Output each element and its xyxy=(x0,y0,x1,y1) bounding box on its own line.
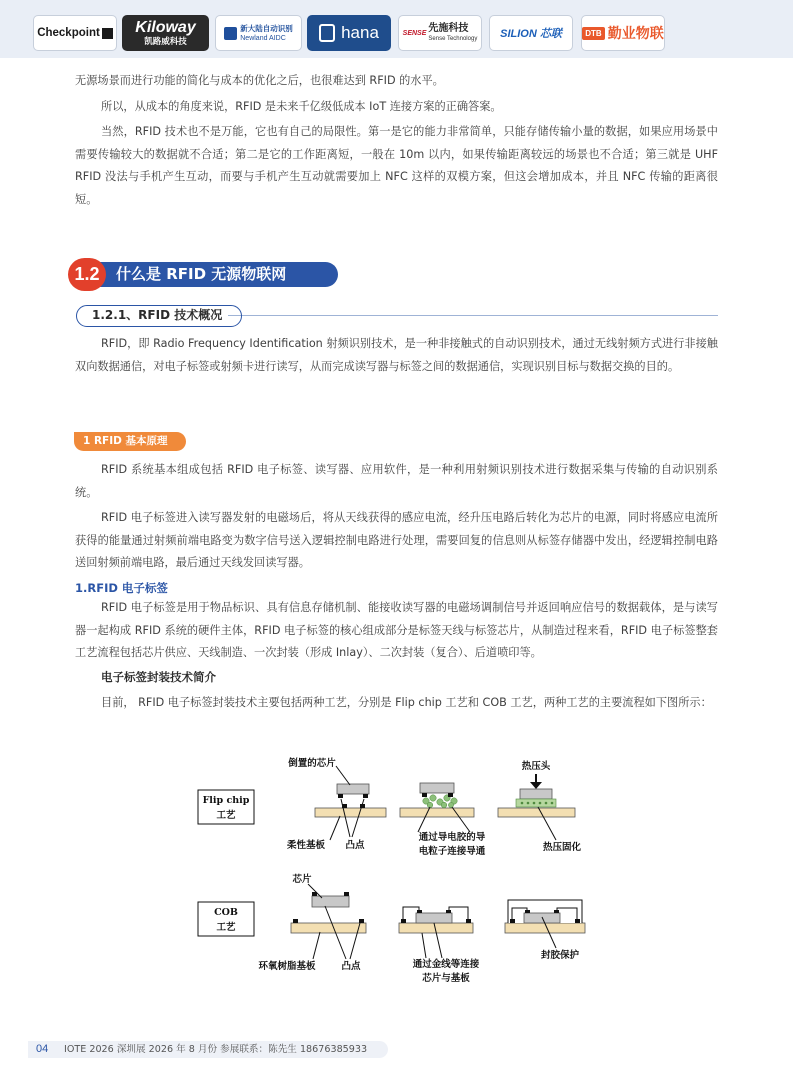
section-title: 什么是 RFID 无源物联网 xyxy=(90,262,338,287)
subsection-title: 1.2.1、RFID 技术概况 xyxy=(76,305,242,327)
section-number: 1.2 xyxy=(68,258,106,291)
cob-chip-step2 xyxy=(416,913,452,923)
hot-press-arrow xyxy=(530,782,542,789)
packaging-process-diagram xyxy=(190,752,610,990)
flexible-substrate-3 xyxy=(498,808,575,817)
paragraph-packaging: 目前， RFID 电子标签封装技术主要包括两种工艺，分别是 Flip chip 工艺和 COB 工艺，两种工艺的主要流程如下图所示： xyxy=(101,696,712,709)
chip-step2 xyxy=(420,783,454,793)
logo-checkpoint: Checkpoint xyxy=(33,15,117,51)
footer xyxy=(28,1041,388,1058)
label-encapsulation: 封胶保护 xyxy=(540,950,580,961)
label-gold-wire-1: 通过金线等连接 xyxy=(412,959,480,970)
flexible-substrate-2 xyxy=(400,808,474,817)
cob-label-1: COB xyxy=(214,907,238,918)
logo-silion: SILION 芯联 xyxy=(489,15,573,51)
label-bump-1: 凸点 xyxy=(345,840,365,851)
paragraph-rfid-tag: RFID 电子标签是用于物品标识、具有信息存储机制、能接收读写器的电磁场调制信号并返回响应信号的数据载体，是与读写器一起构成 RFID 系统的硬件主体，RFID 电子标签的核心组成部分是标签天线与标签芯片，从制造过程来看，RFID 电子标签整套工艺流程包括芯片供应、天线制造、一次封装（形成 Inlay）、二次封装（复合）、后道喷印等。 xyxy=(75,601,718,660)
label-cob-chip: 芯片 xyxy=(292,874,312,885)
logo-sense: SENSE 先施科技 Sense Technology xyxy=(398,15,482,51)
label-inverted-chip: 倒置的芯片 xyxy=(288,758,336,769)
label-hot-head: 热压头 xyxy=(521,761,551,772)
chip-bump-1 xyxy=(338,794,343,798)
logo-bar xyxy=(0,0,793,58)
label-cure: 热压固化 xyxy=(542,842,582,853)
footer-text: IOTE 2026 深圳展 2026 年 8 月份 参展联系：陈先生 18676385933 xyxy=(64,1044,368,1055)
heading-rfid-tag: 1.RFID 电子标签 xyxy=(75,581,168,595)
page-number: 04 xyxy=(36,1043,49,1055)
label-conductive-1: 通过导电胶的导 xyxy=(418,832,486,843)
flexible-substrate-1 xyxy=(315,808,386,817)
label-flexible-substrate: 柔性基板 xyxy=(286,840,326,851)
paragraph-limitations: 当然，RFID 技术也不是万能，它也有自己的局限性。第一是它的能力非常简单，只能存储传输小量的数据，如果应用场景中需要传输较大的数据就不合适；第二是它的工作距离短，一般在 10m 以内，如果传输距离较远的场景也不合适；第三就是 UHF RFID 没法与手机产生互动，而要与手机产生互动就需要加上 NFC 这样的双模方案，但这会增加成本，并且 NFC 传输的距离很短。 xyxy=(75,125,718,206)
cob-chip xyxy=(312,896,349,907)
inverted-chip xyxy=(337,784,369,794)
logo-kiloway: Kiloway 凯路威科技 xyxy=(122,15,209,51)
chip-bump-2 xyxy=(363,794,368,798)
logo-newland: 新大陆自动识别 Newland AIDC xyxy=(215,15,302,51)
cob-label-2: 工艺 xyxy=(216,922,236,933)
label-bump-2: 凸点 xyxy=(341,961,361,972)
label-gold-wire-2: 芯片与基板 xyxy=(422,973,470,984)
label-conductive-2: 电粒子连接导通 xyxy=(418,846,486,857)
epoxy-substrate-1 xyxy=(291,923,366,933)
topic-tag: 1 RFID 基本原理 xyxy=(74,432,186,451)
label-epoxy-substrate: 环氧树脂基板 xyxy=(258,961,316,972)
paragraph-system-components: RFID 系统基本组成包括 RFID 电子标签、读写器、应用软件，是一种利用射频识别技术进行数据采集与传输的自动识别系统。 xyxy=(75,463,718,499)
paragraph-rfid-definition: RFID，即 Radio Frequency Identification 射频识别技术，是一种非接触式的自动识别技术，通过无线射频方式进行非接触双向数据通信，对电子标签或射频卡进行读写，从而完成读写器与标签之间的数据通信，实现识别目标与数据交换的目的。 xyxy=(75,337,718,373)
paragraph-working-principle: RFID 电子标签进入读写器发射的电磁场后，将从天线获得的感应电流，经升压电路后转化为芯片的电源，同时将感应电流所获得的能量通过射频前端电路变为数字信号送入逻辑控制电路进行处理，需要回复的信息则从标签存储器中发出，经逻辑控制电路送回射频前端电路，最后通过天线发回读写器。 xyxy=(75,511,718,570)
subsection-divider xyxy=(228,315,718,316)
paragraph-intro-1: 无源场景而进行功能的简化与成本的优化之后，也很难达到 RFID 的水平。 xyxy=(75,74,444,87)
flip-chip-label-2: 工艺 xyxy=(216,810,236,821)
logo-hana: hana xyxy=(307,15,391,51)
section-banner xyxy=(68,259,338,290)
flip-chip-label-1: Flip chip xyxy=(202,795,250,806)
paragraph-intro-2: 所以，从成本的角度来说，RFID 是未来千亿级低成本 IoT 连接方案的正确答案。 xyxy=(101,100,502,113)
chip-step3 xyxy=(520,789,552,799)
heading-packaging: 电子标签封装技术简介 xyxy=(101,670,216,684)
logo-dtb: DTB 勤业物联 xyxy=(581,15,665,51)
